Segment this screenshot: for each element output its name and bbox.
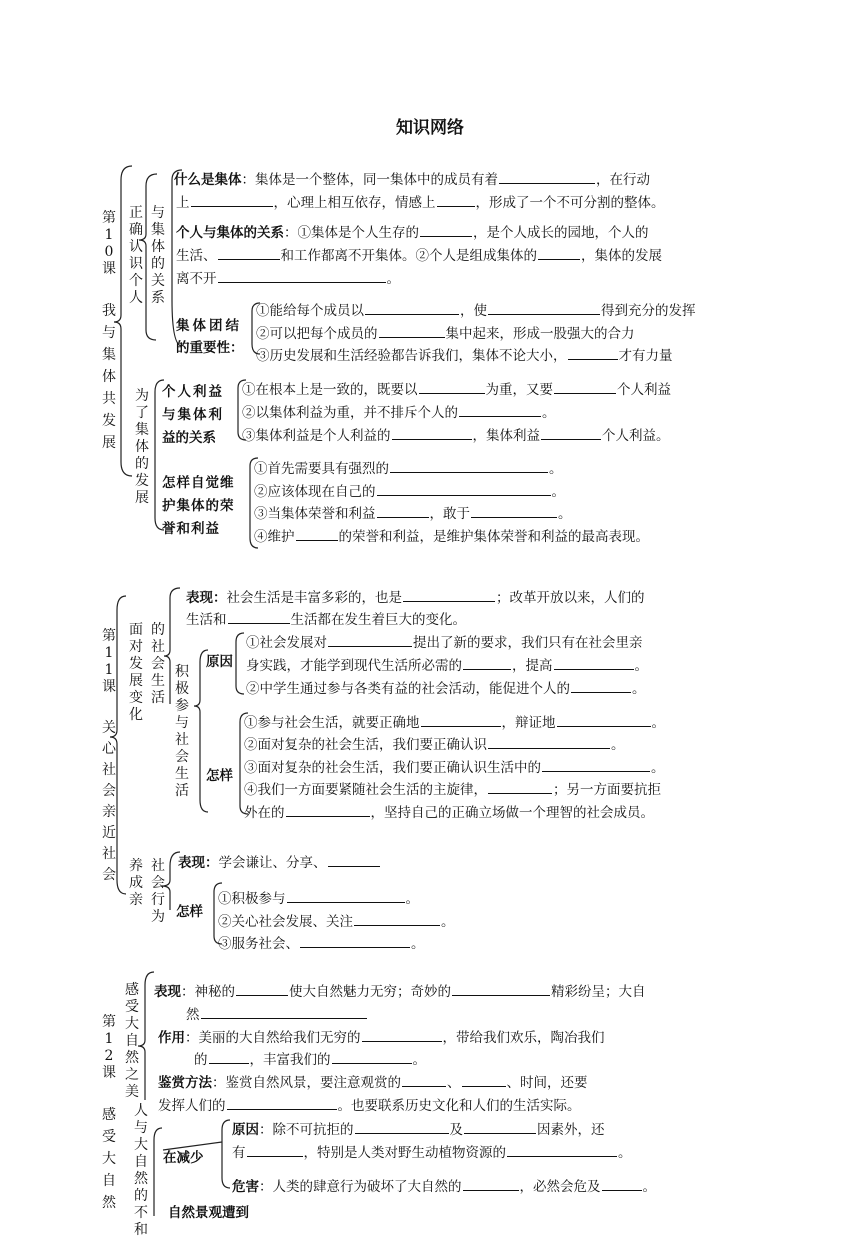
c11-perf-line2: 生活和 生活都在发生着巨大的变化。 bbox=[186, 612, 466, 628]
c10-honor-3: ③当集体荣誉和利益 ，敢于 。 bbox=[254, 506, 572, 522]
c12-perf-2: 然 bbox=[186, 1006, 368, 1023]
c10-what-line2: 上 ，心理上相互依存，情感上 ，形成了一个不可分割的整体。 bbox=[176, 195, 665, 211]
c10-topic1b: 与集体的关系 bbox=[151, 205, 165, 306]
c12-cut: 自然景观遭到 bbox=[168, 1205, 249, 1221]
c10-unity-1: ①能给每个成员以 ，使 得到充分的发挥 bbox=[256, 303, 696, 319]
c10-rel-line2: 生活、 和工作都离不开集体。②个人是组成集体的 ，集体的发展 bbox=[176, 248, 662, 264]
c12-topic1: 感受大自然之美 bbox=[125, 982, 139, 1100]
c10-honor-4: ④维护 的荣誉和利益，是维护集体荣誉和利益的最高表现。 bbox=[254, 529, 649, 545]
c11-reason-1: ①社会发展对 提出了新的要求，我们只有在社会里亲 bbox=[246, 635, 643, 651]
c11-active: 积极参与社会生活 bbox=[175, 664, 189, 799]
c12-appr-1: 鉴赏方法：鉴赏自然风景，要注意观赏的 、 、时间，还要 bbox=[158, 1075, 588, 1091]
c11-how-2: ②面对复杂的社会生活，我们要正确认识 。 bbox=[244, 737, 625, 753]
c11-lesson: 第11课 bbox=[102, 628, 116, 695]
c12-cause-1: 原因：除不可抗拒的 及 因素外，还 bbox=[232, 1122, 605, 1138]
c10-interest-2: ②以集体利益为重，并不排斥个人的 。 bbox=[242, 405, 556, 421]
c12-cause-2: 有 ，特别是人类对野生动植物资源的 。 bbox=[232, 1145, 632, 1161]
c11-how-label: 怎样 bbox=[206, 768, 233, 784]
c10-rel-line1: 个人与集体的关系：①集体是个人生存的 ，是个人成长的园地，个人的 bbox=[176, 225, 649, 241]
c10-unity-2: ②可以把每个成员的 集中起来，形成一股强大的合力 bbox=[256, 326, 635, 342]
c11-way-2: ②关心社会发展、关注 。 bbox=[218, 914, 455, 930]
c11-reason-3: ②中学生通过参与各类有益的社会活动，能促进个人的 。 bbox=[246, 681, 646, 697]
c11-how2-label: 怎样 bbox=[176, 904, 203, 920]
c10-what-line1: 什么是集体：集体是一个整体，同一集体中的成员有着 ，在行动 bbox=[174, 172, 650, 188]
c12-perf-1: 表现：神秘的 使大自然魅力无穷；奇妙的 精彩纷呈；大自 bbox=[154, 984, 646, 1000]
c12-appr-2: 发挥人们的 。也要联系历史文化和人们的生活实际。 bbox=[158, 1098, 581, 1114]
c10-topic1: 正确认识个人 bbox=[129, 205, 143, 306]
c12-topic2: 人与大自然的不和 bbox=[134, 1103, 148, 1238]
c11-topic2b: 社会行为 bbox=[151, 858, 165, 925]
c10-topic2: 为了集体的发展 bbox=[135, 388, 149, 506]
c11-how-3: ③面对复杂的社会生活，我们要正确认识生活中的 。 bbox=[244, 760, 665, 776]
c11-perf-line1: 表现：社会生活是丰富多彩的，也是 ；改革开放以来，人们的 bbox=[186, 590, 645, 606]
c10-unity-label: 集体团结 的重要性： bbox=[176, 318, 244, 356]
c11-topic1: 面对发展变化 bbox=[129, 622, 143, 723]
c11-topic2: 养成亲 bbox=[129, 858, 143, 908]
c12-use-1: 作用：美丽的大自然给我们无穷的 ，带给我们欢乐，陶冶我们 bbox=[158, 1030, 605, 1046]
c12-name: 感受大自然 bbox=[102, 1107, 116, 1211]
c10-rel-line3: 离不开 。 bbox=[176, 271, 400, 287]
c10-unity-3: ③历史发展和生活经验都告诉我们，集体不论大小， 才有力量 bbox=[256, 348, 673, 364]
c10-interest-label: 个人利益 与集体利 益的关系 bbox=[162, 384, 224, 446]
page-title: 知识网络 bbox=[396, 118, 464, 138]
c12-use-2: 的 ，丰富我们的 。 bbox=[194, 1052, 426, 1068]
c11-how-4: ④我们一方面要紧随社会生活的主旋律， ；另一方面要抗拒 bbox=[244, 782, 661, 798]
c11-reason-2: 身实践，才能学到现代生活所必需的 ，提高 。 bbox=[246, 658, 648, 674]
c10-honor-1: ①首先需要具有强烈的 。 bbox=[254, 461, 563, 477]
c10-name: 我与集体共发展 bbox=[102, 303, 116, 451]
c11-way-3: ③服务社会、 。 bbox=[218, 936, 425, 952]
c11-how-5: 外在的 ，坚持自己的正确立场做一个理智的社会成员。 bbox=[244, 805, 654, 821]
c12-harm: 危害：人类的肆意行为破坏了大自然的 ，必然会危及 。 bbox=[232, 1179, 656, 1195]
c10-interest-3: ③集体利益是个人利益的 ，集体利益 个人利益。 bbox=[242, 428, 670, 444]
c10-honor-2: ②应该体现在自己的 。 bbox=[254, 484, 565, 500]
c11-reason-label: 原因 bbox=[206, 654, 233, 670]
c10-honor-label: 怎样自觉维 护集体的荣 誉和利益 bbox=[162, 475, 235, 537]
c11-way-1: ①积极参与 。 bbox=[218, 891, 419, 907]
c11-how-1: ①参与社会生活，就要正确地 ，辩证地 。 bbox=[244, 715, 665, 731]
c11-p2: 表现：学会谦让、分享、 bbox=[178, 854, 381, 871]
c11-topic1b: 的社会生活 bbox=[151, 622, 165, 706]
c12-decrease: 在减少 bbox=[163, 1150, 204, 1166]
c10-lesson: 第10课 bbox=[102, 210, 116, 277]
c11-name: 关心社会亲近社会 bbox=[102, 720, 116, 883]
c12-lesson: 第12课 bbox=[102, 1014, 116, 1081]
c10-interest-1: ①在根本上是一致的，既要以 为重，又要 个人利益 bbox=[242, 382, 671, 398]
